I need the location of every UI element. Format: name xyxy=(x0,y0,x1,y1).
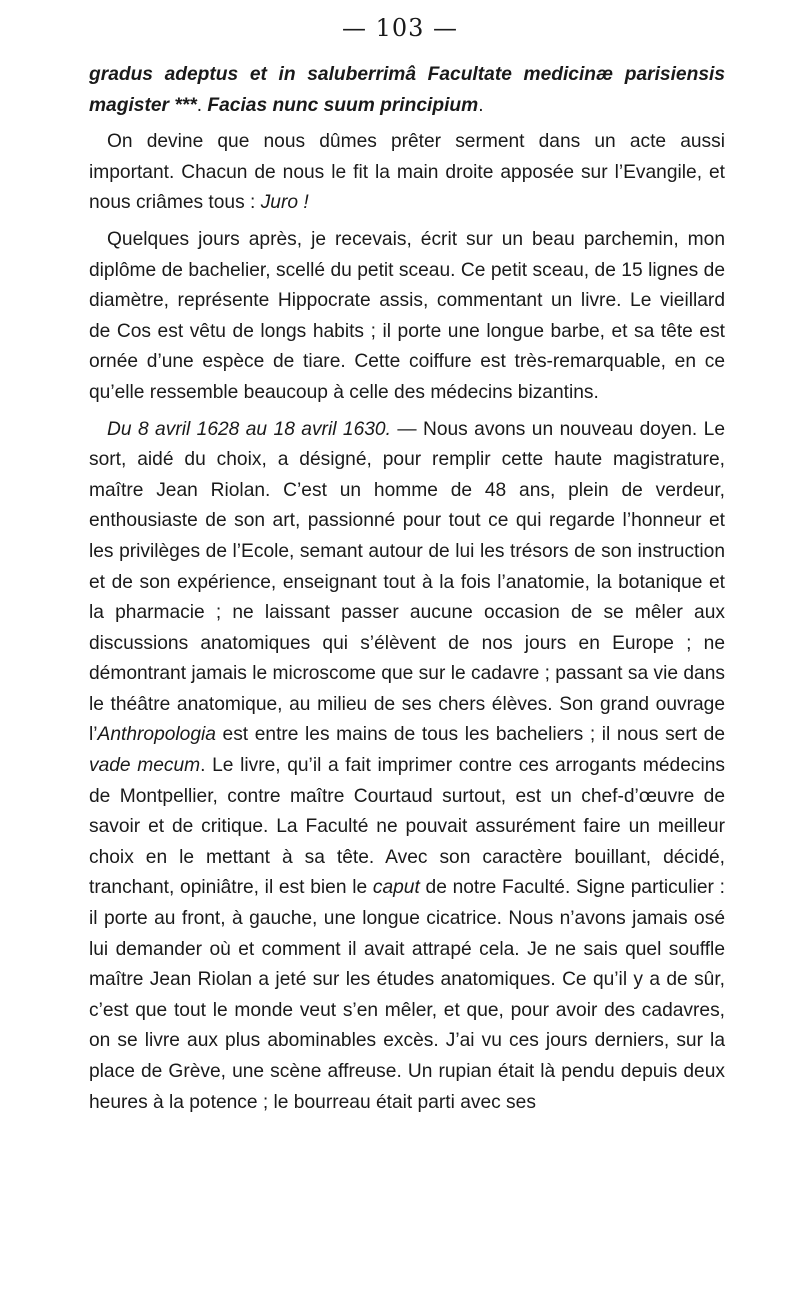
riolan-text-1: — Nous avons un nouveau doyen. Le sort, aidé du choix, a désigné, pour remplir cette haute magistrature, maître Jean Riolan. C’est un homme de 48 ans, plein de verdeur, enthousiaste de son art, passionné pour tout ce qui regarde l’honneur et les privilèges de l’Ecole, semant autour de lui les trésors de son instruction et de son expérience, enseignant tout à la fois l’anatomie, la botanique et la pharmacie ; ne laissant passer aucune occasion de se mêler aux discussions anatomiques qui s’élèvent de nos jours en Europe ; ne démontrant jamais le microscome que sur le cadavre ; passant sa vie dans le théâtre anatomique, au milieu de ses chers élèves. Son grand ouvrage l’ xyxy=(89,418,725,746)
latin-text-2: Facias nunc suum principium xyxy=(207,94,479,116)
latin-punct-2: . xyxy=(478,94,484,116)
riolan-anthropologia: Anthropologia xyxy=(97,724,216,746)
diplome-text: Quelques jours après, je recevais, écrit sur un beau parchemin, mon diplôme de bachelier, scellé du petit sceau. Ce petit sceau, de 15 lignes de diamètre, représente Hippocrate assis, commentant un livre. Le vieillard de Cos est vêtu de longs habits ; il porte une longue barbe, et sa tête est ornée d’une espèce de tiare. Cette coiffure est très-remarquable, en ce qu’elle ressemble beaucoup à celle des médecins bizantins. xyxy=(89,228,725,403)
body-text xyxy=(89,60,725,1124)
page-number: — 103 — xyxy=(341,14,459,42)
paragraph-serment xyxy=(89,127,725,219)
latin-asterisks: *** xyxy=(168,94,197,116)
riolan-text-3: . Le livre, qu’il a fait imprimer contre ces arrogants médecins de Montpellier, contre maître Courtaud surtout, est un chef-d’œuvre de savoir et de critique. La Faculté ne pouvait assurément faire un meilleur choix en le mettant à sa tête. Avec son caractère bouillant, décidé, tranchant, opiniâtre, il est bien le xyxy=(89,755,725,899)
riolan-text-2: est entre les mains de tous les bacheliers ; il nous sert de xyxy=(215,724,725,746)
serment-text: On devine que nous dûmes prêter serment dans un acte aussi important. Chacun de nous le fit la main droite apposée sur l’Evangile, et nous criâmes tous : xyxy=(89,131,725,214)
paragraph-latin-oath xyxy=(89,60,725,121)
riolan-vade-mecum: vade mecum xyxy=(89,755,201,777)
latin-punct-1: . xyxy=(196,94,208,116)
paragraph-riolan xyxy=(89,415,725,1119)
riolan-date: Du 8 avril 1628 au 18 avril 1630. xyxy=(107,418,391,440)
serment-juro: Juro ! xyxy=(260,192,309,214)
latin-text-1: gradus adeptus et in saluberrimâ Facultate medicinæ parisiensis magister xyxy=(89,64,725,116)
riolan-caput: caput xyxy=(372,877,420,899)
paragraph-diplome xyxy=(89,225,725,409)
riolan-text-4: de notre Faculté. Signe particulier : il porte au front, à gauche, une longue cicatrice. Nous n’avons jamais osé lui demander où et comment il avait attrapé cela. Je ne sais quel souffle maître Jean Riolan a jeté sur les études anatomiques. Ce qu’il y a de sûr, c’est que tout le monde veut s’en mêler, et que, pour avoir des cadavres, on se livre aux plus abominables excès. J’ai vu ces jours derniers, sur la place de Grève, une scène affreuse. Un rupian était là pendu depuis deux heures à la potence ; le bourreau était parti avec ses xyxy=(89,877,725,1113)
